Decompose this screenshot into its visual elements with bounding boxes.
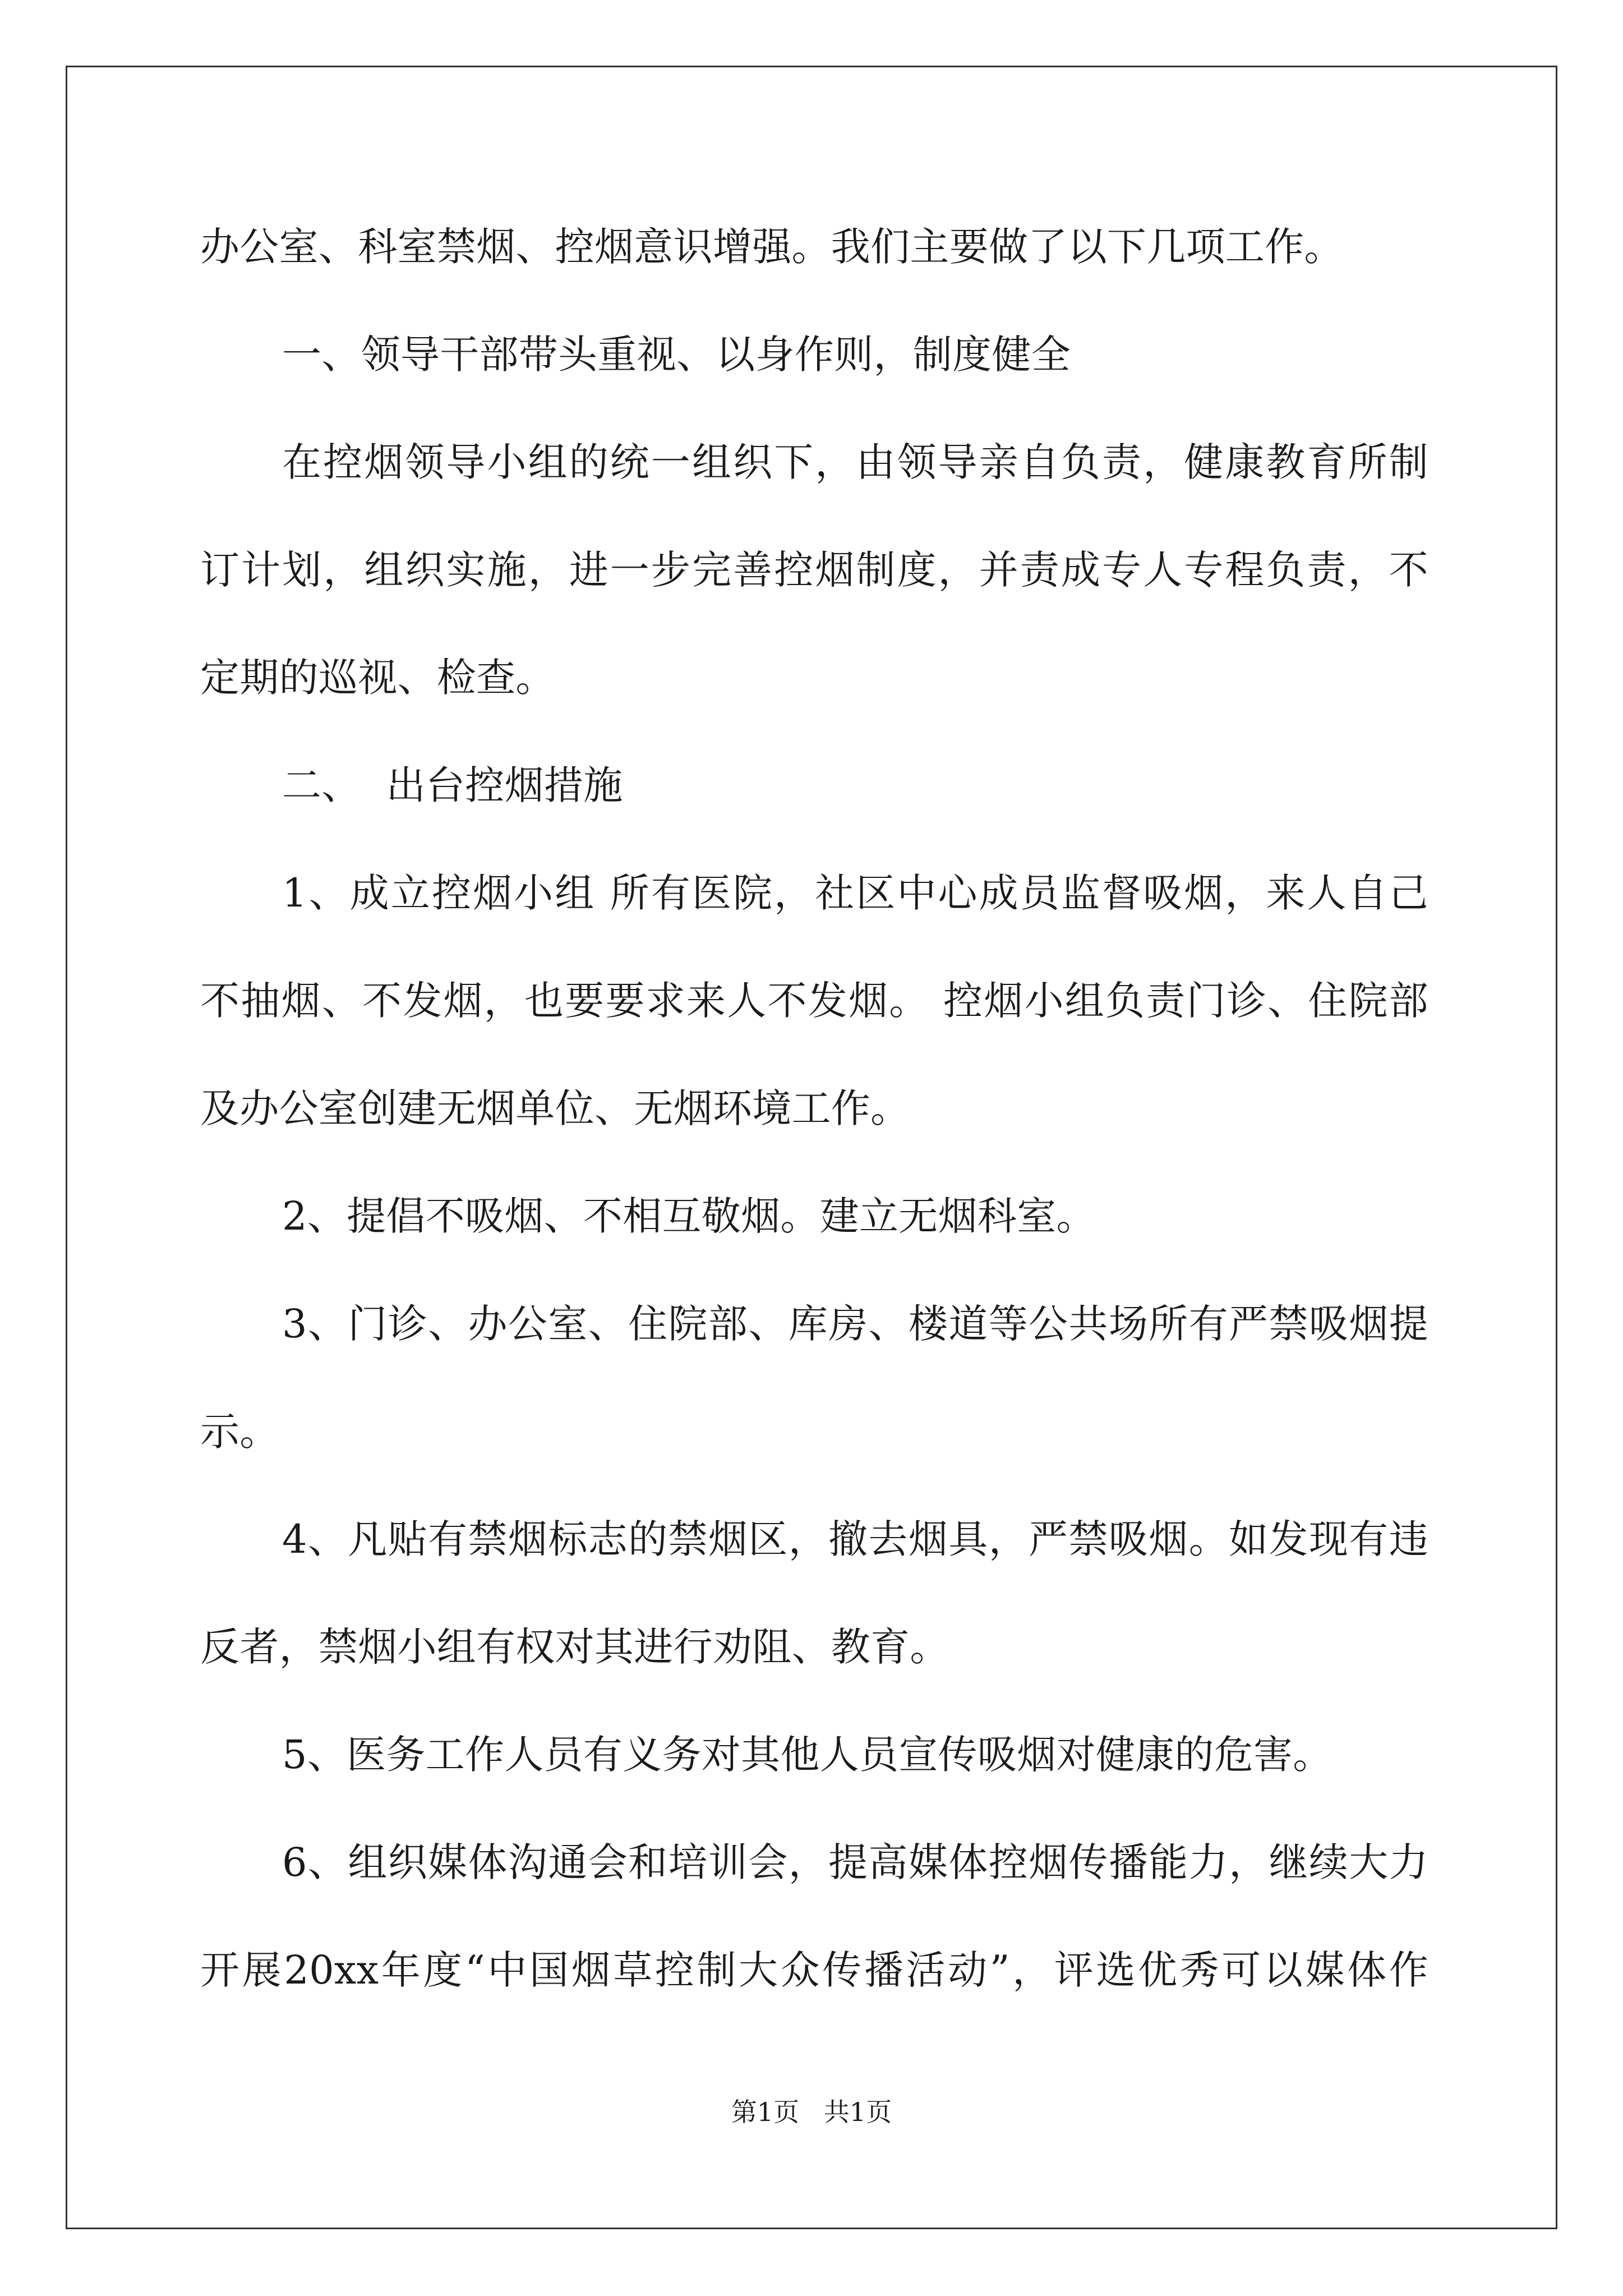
text-line: 在控烟领导小组的统一组织下，由领导亲自负责，健康教育所制 xyxy=(282,439,1428,485)
text-line: 反者，禁烟小组有权对其进行劝阻、教育。 xyxy=(200,1624,949,1670)
text-line: 开展20xx年度“中国烟草控制大众传播活动”，评选优秀可以媒体作 xyxy=(200,1947,1428,1993)
text-line: 办公室、科室禁烟、控烟意识增强。我们主要做了以下几项工作。 xyxy=(200,224,1344,270)
section-heading: 一、领导干部带头重视、以身作则，制度健全 xyxy=(282,332,1071,378)
text-line: 示。 xyxy=(200,1409,279,1455)
text-line: 4、凡贴有禁烟标志的禁烟区，撤去烟具，严禁吸烟。如发现有违 xyxy=(282,1516,1428,1562)
text-line: 6、组织媒体沟通会和培训会，提高媒体控烟传播能力，继续大力 xyxy=(282,1839,1428,1885)
section-heading: 二、 出台控烟措施 xyxy=(282,762,623,808)
text-line: 1、成立控烟小组 所有医院，社区中心成员监督吸烟，来人自己 xyxy=(282,870,1428,916)
document-body xyxy=(200,213,1428,2044)
text-line: 5、医务工作人员有义务对其他人员宣传吸烟对健康的危害。 xyxy=(282,1732,1332,1778)
page-number-footer: 第1页 共1页 xyxy=(731,2097,892,2127)
text-line: 订计划，组织实施，进一步完善控烟制度，并责成专人专程负责，不 xyxy=(200,547,1428,593)
text-line: 2、提倡不吸烟、不相互敬烟。建立无烟科室。 xyxy=(282,1193,1096,1239)
text-line: 3、门诊、办公室、住院部、库房、楼道等公共场所有严禁吸烟提 xyxy=(282,1301,1428,1347)
text-line: 定期的巡视、检查。 xyxy=(200,655,555,701)
text-line: 不抽烟、不发烟，也要要求来人不发烟。 控烟小组负责门诊、住院部 xyxy=(200,978,1428,1024)
text-line: 及办公室创建无烟单位、无烟环境工作。 xyxy=(200,1085,910,1131)
